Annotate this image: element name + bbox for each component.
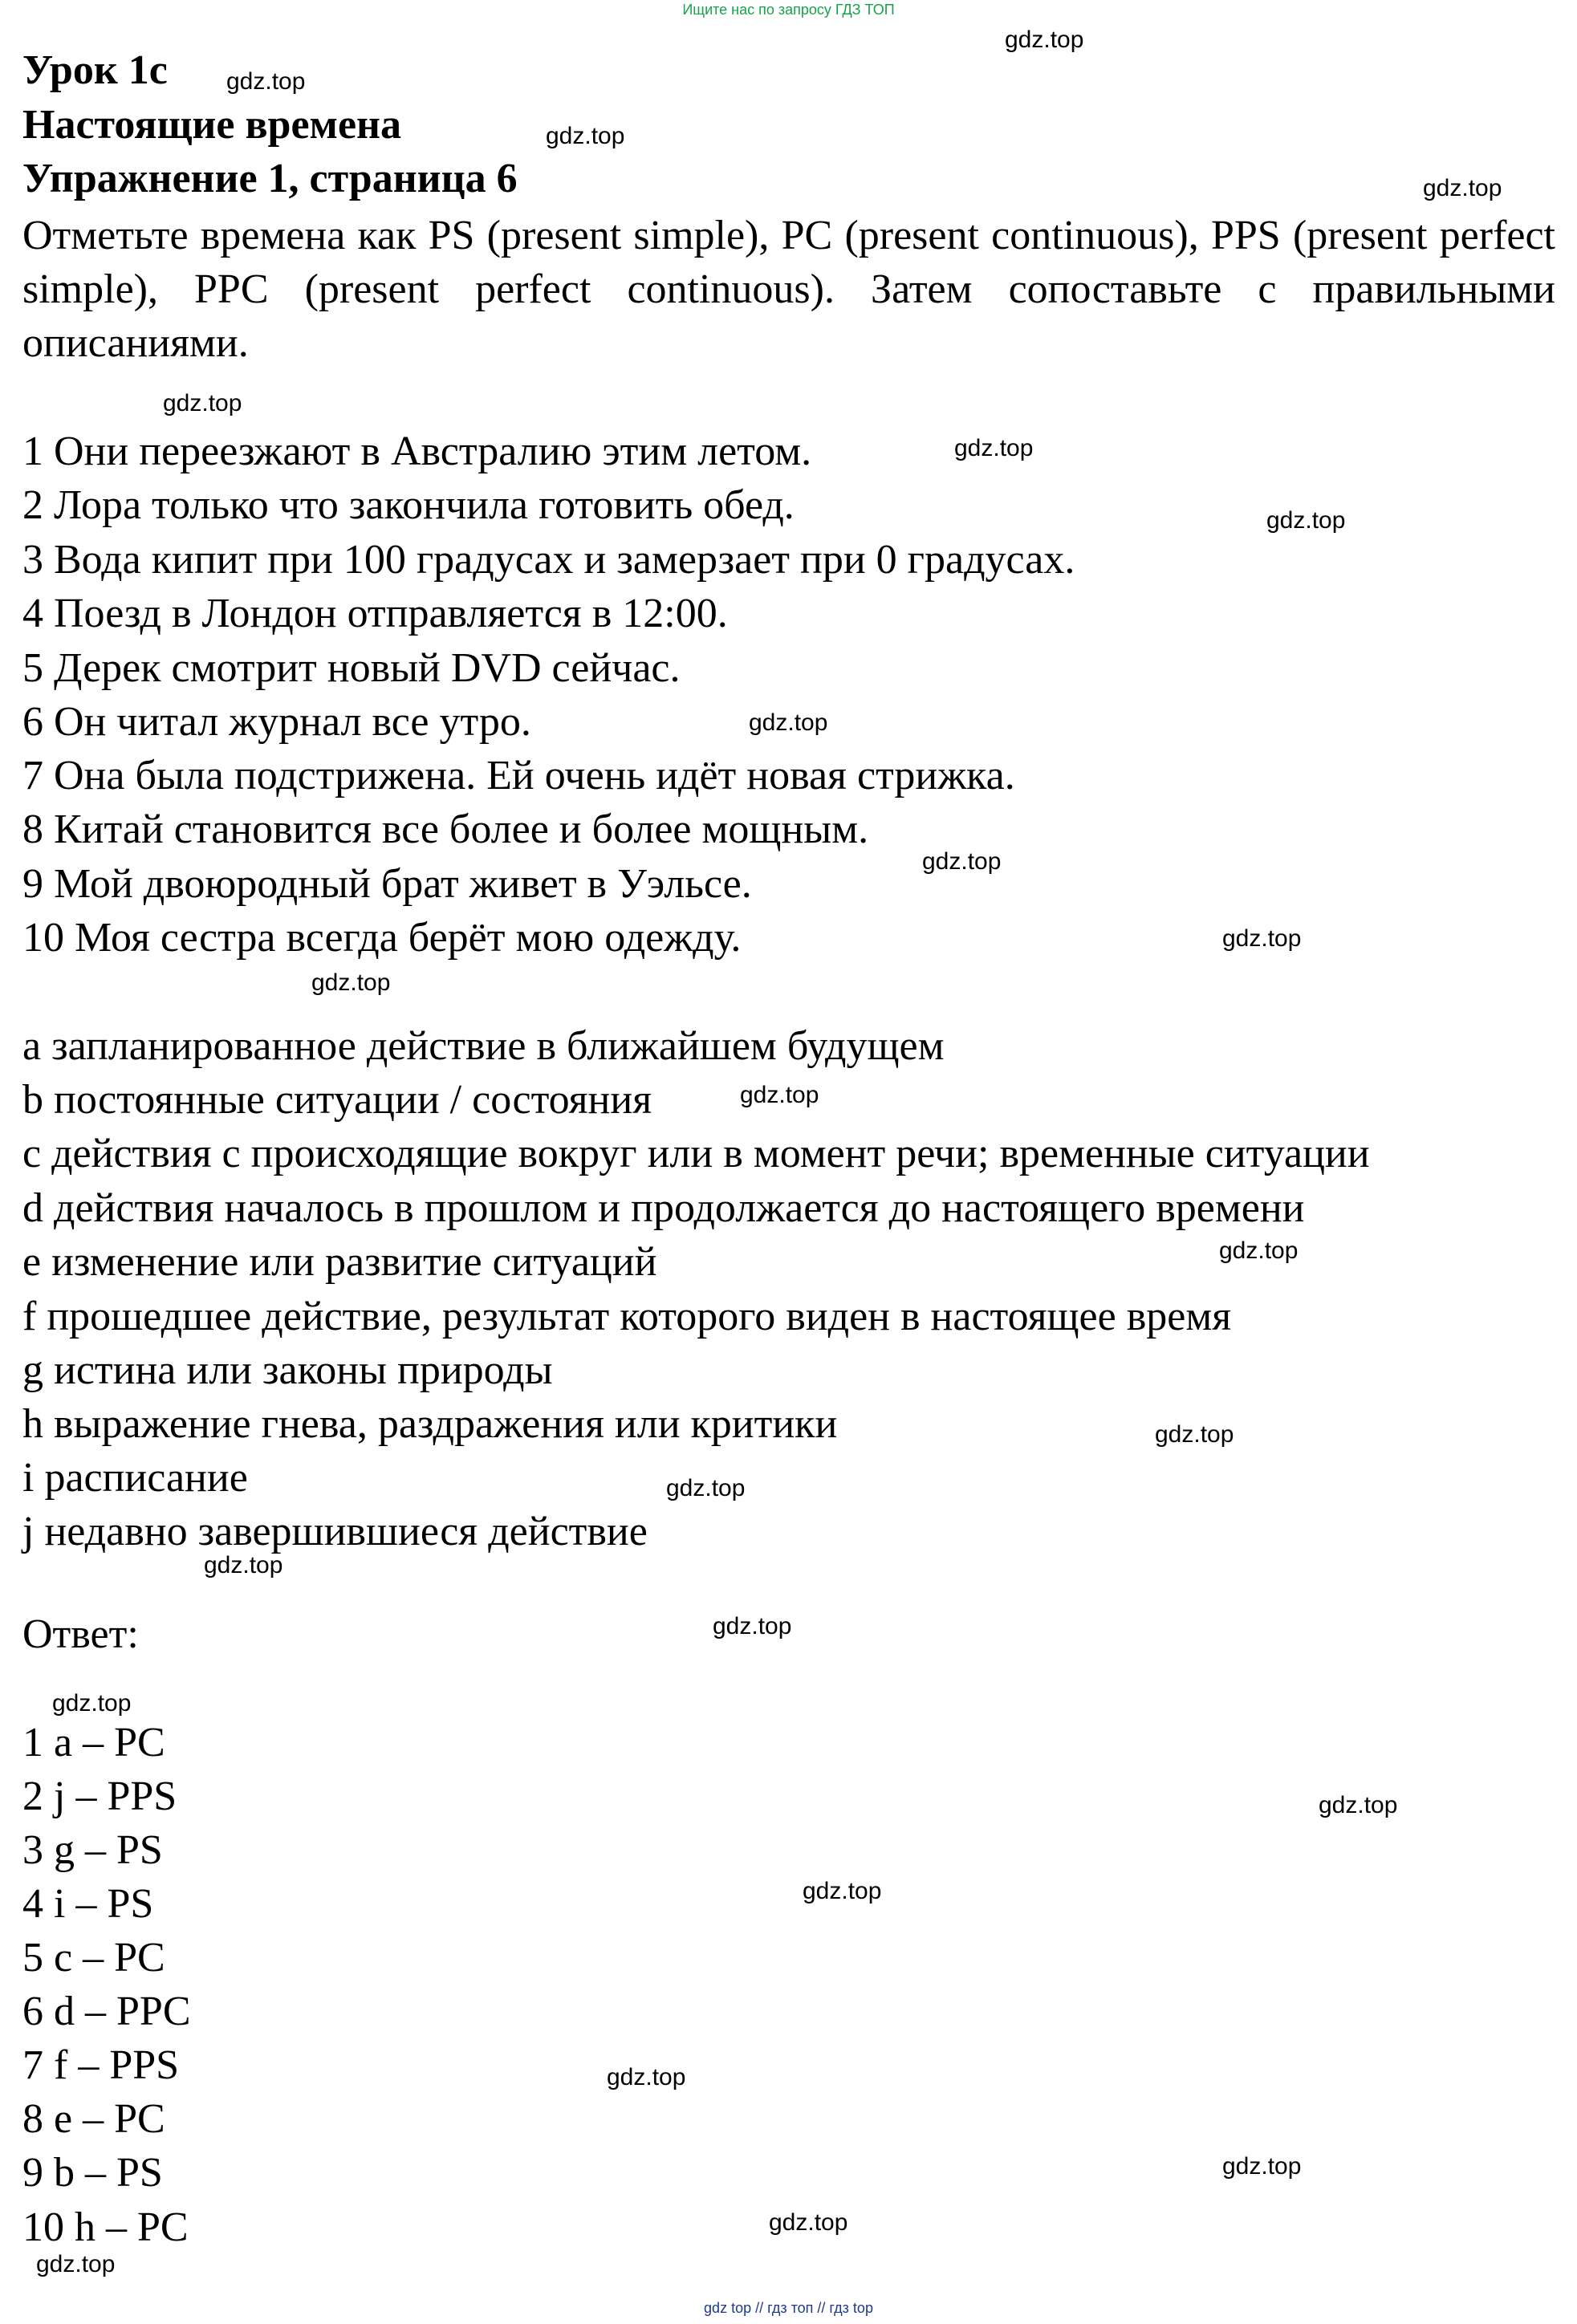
watermark: gdz.top (1222, 925, 1302, 952)
sentence-item: 2 Лора только что закончила готовить обед. (22, 482, 795, 528)
watermark: gdz.top (163, 390, 242, 416)
watermark: gdz.top (36, 2251, 116, 2277)
description-item: a запланированное действие в ближайшем будущем (22, 1023, 945, 1069)
sentence-item: 4 Поезд в Лондон отправляется в 12:00. (22, 591, 728, 636)
watermark: gdz.top (204, 1552, 283, 1578)
watermark: gdz.top (1155, 1421, 1234, 1448)
description-item: b постоянные ситуации / состояния (22, 1077, 652, 1123)
description-item: e изменение или развитие ситуаций (22, 1239, 657, 1285)
sentence-item: 9 Мой двоюродный брат живет в Уэльсе. (22, 861, 752, 907)
answer-item: 7 f – PPS (22, 2042, 180, 2088)
lesson-title: Урок 1c (22, 47, 168, 93)
watermark: gdz.top (1005, 26, 1084, 53)
watermark: gdz.top (546, 123, 625, 149)
watermark: gdz.top (311, 969, 391, 996)
watermark: gdz.top (226, 68, 306, 95)
watermark: gdz.top (52, 1690, 132, 1717)
sentence-item: 5 Дерек смотрит новый DVD сейчас. (22, 645, 681, 691)
watermark: gdz.top (769, 2209, 848, 2236)
sentence-item: 10 Моя сестра всегда берёт мою одежду. (22, 915, 742, 961)
watermark: gdz.top (803, 1878, 882, 1904)
description-item: d действия началось в прошлом и продолжается до настоящего времени (22, 1185, 1305, 1231)
description-item: c действия с происходящие вокруг или в момент речи; временные ситуации (22, 1131, 1370, 1176)
sentence-item: 3 Вода кипит при 100 градусах и замерзает при 0 градусах. (22, 537, 1075, 583)
description-item: h выражение гнева, раздражения или критики (22, 1401, 838, 1447)
topic-title: Настоящие времена (22, 102, 402, 148)
watermark: gdz.top (1423, 175, 1502, 201)
answer-item: 9 b – PS (22, 2150, 163, 2196)
answer-label: Ответ: (22, 1611, 139, 1657)
watermark: gdz.top (1319, 1792, 1398, 1818)
answer-item: 5 c – PC (22, 1935, 165, 1981)
watermark: gdz.top (922, 848, 1002, 875)
watermark: gdz.top (713, 1613, 792, 1639)
answer-item: 8 e – PC (22, 2096, 165, 2142)
answer-item: 6 d – PPC (22, 1989, 191, 2034)
watermark: gdz.top (954, 435, 1034, 461)
sentence-item: 8 Китай становится все более и более мощным. (22, 806, 869, 852)
answer-item: 2 j – PPS (22, 1773, 177, 1819)
watermark: gdz.top (1222, 2153, 1302, 2180)
watermark: gdz.top (740, 1082, 819, 1108)
exercise-title: Упражнение 1, страница 6 (22, 156, 518, 201)
watermark: gdz.top (1266, 507, 1346, 534)
bottom-banner: gdz top // гдз топ // гдз top (704, 2300, 873, 2316)
sentence-item: 1 Они переезжают в Австралию этим летом. (22, 429, 812, 474)
answer-item: 10 h – PC (22, 2204, 189, 2250)
watermark: gdz.top (666, 1475, 746, 1501)
watermark: gdz.top (1219, 1237, 1299, 1264)
answer-item: 1 a – PC (22, 1720, 165, 1765)
answer-item: 4 i – PS (22, 1881, 154, 1927)
answer-item: 3 g – PS (22, 1827, 163, 1873)
sentence-item: 7 Она была подстрижена. Ей очень идёт новая стрижка. (22, 753, 1015, 798)
watermark: gdz.top (749, 709, 828, 736)
description-item: f прошедшее действие, результат которого виден в настоящее время (22, 1294, 1232, 1339)
instructions-paragraph: Отметьте времена как PS (present simple), PC (present continuous), PPS (present perfect simple), PPC (present perfect continuous). Затем сопоставьте с правильными описаниями. (22, 213, 1555, 366)
top-banner: Ищите нас по запросу ГДЗ ТОП (682, 2, 895, 18)
description-item: i расписание (22, 1455, 248, 1501)
description-item: g истина или законы природы (22, 1347, 553, 1393)
sentence-item: 6 Он читал журнал все утро. (22, 699, 531, 745)
watermark: gdz.top (607, 2064, 686, 2090)
description-item: j недавно завершившиеся действие (22, 1509, 648, 1554)
